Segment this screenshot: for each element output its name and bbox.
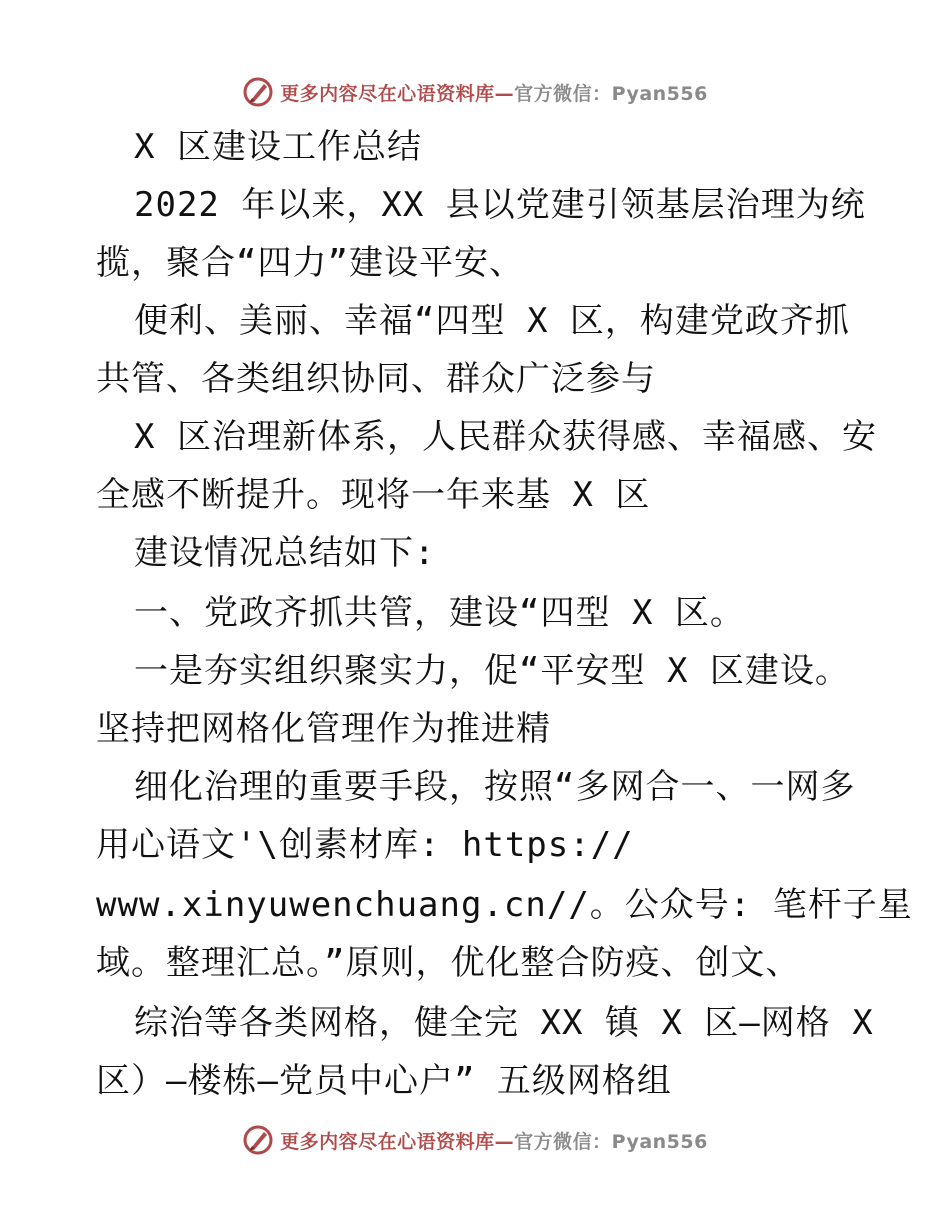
section-heading: 一、党政齐抓共管，建设“四型 X 区。 [134, 593, 745, 633]
paragraph-line: 区）—楼栋—党员中心户” 五级网格组 [96, 1061, 672, 1101]
paragraph-line: 2022 年以来，XX 县以党建引领基层治理为统 [134, 185, 866, 225]
paragraph-line: 便利、美丽、幸福“四型 X 区，构建党政齐抓 [134, 301, 850, 341]
paragraph-line: 坚持把网格化管理作为推进精 [96, 709, 551, 749]
footer-wechat-text: 官方微信：Pyan556 [514, 1130, 708, 1153]
quill-pen-icon [242, 1124, 274, 1156]
paragraph-line: 域。整理汇总。”原则，优化整合防疫、创文、 [96, 943, 801, 983]
footer-banner-text [280, 1127, 708, 1154]
header-wechat-text: 官方微信：Pyan556 [514, 82, 708, 105]
document-title: X 区建设工作总结 [134, 127, 422, 167]
paragraph-line: 揽，聚合“四力”建设平安、 [96, 243, 524, 283]
footer-banner [0, 1120, 950, 1160]
paragraph-line: 共管、各类组织协同、群众广泛参与 [96, 359, 656, 399]
paragraph-line: 综治等各类网格，健全完 XX 镇 X 区—网格 X [134, 1003, 874, 1043]
paragraph-line: 一是夯实组织聚实力，促“平安型 X 区建设。 [134, 651, 850, 691]
footer-promo-text: 更多内容尽在心语资料库— [280, 1130, 515, 1153]
paragraph-line: 全感不断提升。现将一年来基 X 区 [96, 475, 651, 515]
paragraph-line: 细化治理的重要手段，按照“多网合一、一网多 [134, 767, 856, 807]
paragraph-line: 用心语文'\创素材库: https:// [96, 825, 634, 865]
paragraph-line: www.xinyuwenchuang.cn//。公众号: 笔杆子星 [96, 885, 913, 925]
paragraph-line: 建设情况总结如下: [134, 533, 436, 573]
header-promo-text: 更多内容尽在心语资料库— [280, 82, 515, 105]
paragraph-line: X 区治理新体系，人民群众获得感、幸福感、安 [134, 417, 877, 457]
